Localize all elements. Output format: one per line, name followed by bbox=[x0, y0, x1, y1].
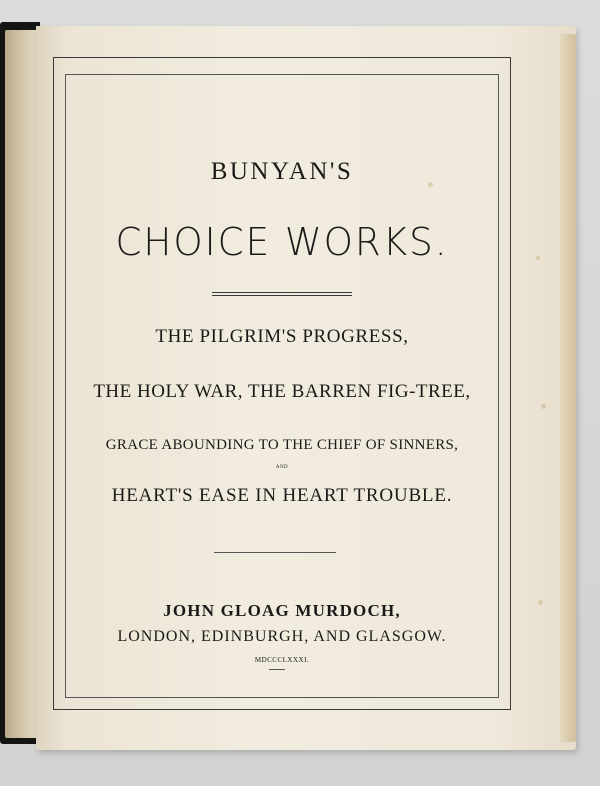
publisher-name: JOHN GLOAG MURDOCH, bbox=[163, 601, 401, 620]
foxing-spot bbox=[538, 600, 543, 605]
left-page-edge bbox=[5, 30, 39, 738]
short-rule bbox=[269, 669, 285, 670]
single-rule-divider bbox=[214, 552, 336, 553]
publication-year: MDCCCLXXXI. bbox=[254, 656, 310, 664]
double-rule-divider bbox=[212, 292, 352, 296]
title-page-text bbox=[65, 74, 499, 698]
publisher-places: LONDON, EDINBURGH, AND GLASGOW. bbox=[117, 628, 447, 645]
work-title: GRACE ABOUNDING TO THE CHIEF OF SINNERS, bbox=[105, 437, 459, 453]
work-title: THE HOLY WAR, THE BARREN FIG-TREE, bbox=[93, 381, 471, 402]
title-main: CHOICE WORKS. bbox=[115, 220, 449, 264]
foxing-spot bbox=[541, 404, 546, 409]
title-author: BUNYAN'S bbox=[210, 158, 354, 185]
conjunction-and: AND bbox=[275, 465, 289, 470]
work-title: THE PILGRIM'S PROGRESS, bbox=[155, 326, 409, 347]
page-stack-edge bbox=[560, 34, 576, 742]
foxing-spot bbox=[536, 256, 540, 260]
work-title: HEART'S EASE IN HEART TROUBLE. bbox=[111, 485, 453, 506]
